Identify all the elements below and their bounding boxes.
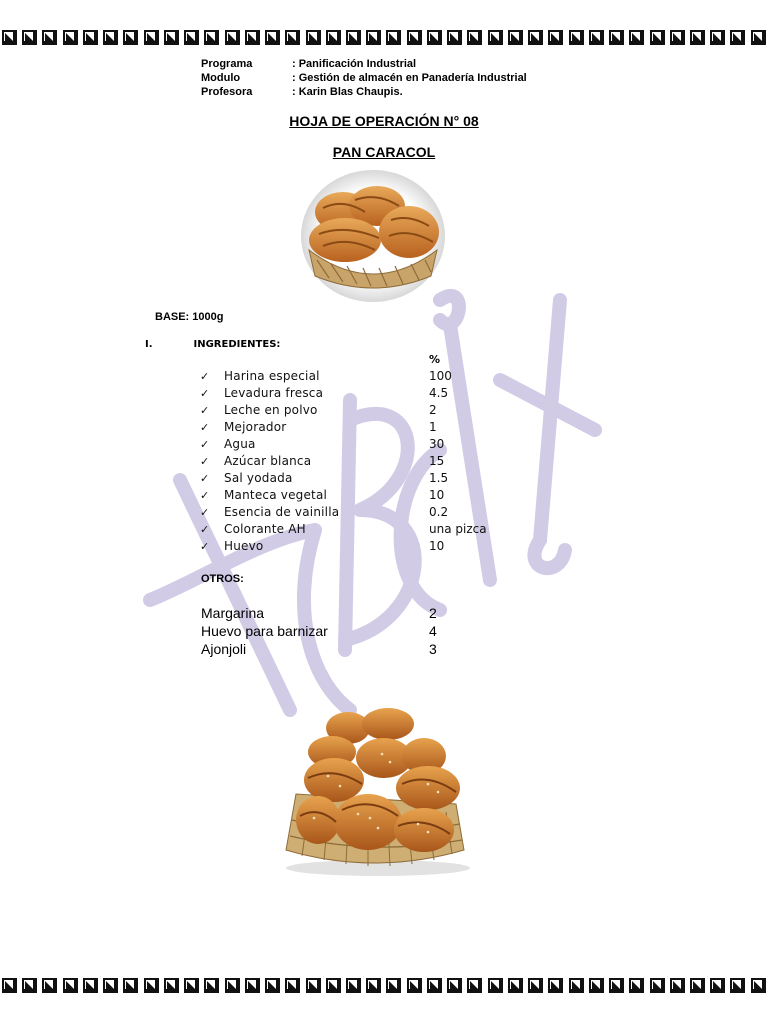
- header-row-modulo: [201, 71, 527, 85]
- corner-box-icon: [589, 978, 604, 993]
- corner-box-icon: [326, 30, 341, 45]
- corner-box-icon: [528, 978, 543, 993]
- corner-box-icon: [386, 30, 401, 45]
- corner-box-icon: [710, 978, 725, 993]
- ingredient-percent: 1.5: [429, 471, 449, 485]
- ingredient-name: Colorante AH: [224, 522, 306, 536]
- otros-value: 4: [429, 623, 437, 639]
- corner-box-icon: [589, 30, 604, 45]
- checkmark-icon: ✓: [200, 404, 210, 417]
- checkmark-icon: ✓: [200, 506, 210, 519]
- corner-box-icon: [184, 978, 199, 993]
- checkmark-icon: ✓: [200, 438, 210, 451]
- corner-box-icon: [548, 30, 563, 45]
- corner-box-icon: [751, 978, 766, 993]
- ingredient-row: [200, 419, 549, 436]
- checkmark-icon: ✓: [200, 455, 210, 468]
- ingredient-percent: 1: [429, 420, 437, 434]
- corner-box-icon: [629, 30, 644, 45]
- corner-box-icon: [508, 30, 523, 45]
- header-label: Modulo: [201, 72, 241, 84]
- otros-value: 3: [429, 641, 437, 657]
- ingredient-percent: 30: [429, 437, 445, 451]
- otros-row: [201, 622, 437, 640]
- corner-box-icon: [22, 978, 37, 993]
- corner-box-icon: [548, 978, 563, 993]
- corner-box-icon: [609, 30, 624, 45]
- checkmark-icon: ✓: [200, 387, 210, 400]
- corner-box-icon: [103, 978, 118, 993]
- ingredient-row: [200, 436, 549, 453]
- corner-box-icon: [245, 30, 260, 45]
- checkmark-icon: ✓: [200, 421, 210, 434]
- corner-box-icon: [204, 978, 219, 993]
- corner-box-icon: [83, 978, 98, 993]
- corner-box-icon: [650, 30, 665, 45]
- corner-box-icon: [184, 30, 199, 45]
- corner-box-icon: [690, 978, 705, 993]
- corner-box-icon: [366, 978, 381, 993]
- ingredient-name: Leche en polvo: [224, 403, 318, 417]
- corner-box-icon: [42, 978, 57, 993]
- corner-box-icon: [366, 30, 381, 45]
- corner-box-icon: [670, 30, 685, 45]
- header-row-programa: [201, 57, 527, 71]
- ingredient-row: [200, 487, 549, 504]
- ingredient-row: [200, 453, 549, 470]
- ingredient-percent: 2: [429, 403, 437, 417]
- ingredient-name: Levadura fresca: [224, 386, 324, 400]
- corner-box-icon: [751, 30, 766, 45]
- otros-list: [201, 604, 437, 658]
- ingredient-name: Sal yodada: [224, 471, 293, 485]
- section-number: I.: [145, 339, 153, 350]
- corner-box-icon: [427, 978, 442, 993]
- corner-box-icon: [42, 30, 57, 45]
- corner-box-icon: [730, 978, 745, 993]
- otros-name: Huevo para barnizar: [201, 623, 328, 639]
- corner-box-icon: [164, 978, 179, 993]
- document-title: HOJA DE OPERACIÓN N° 08: [289, 113, 479, 129]
- corner-box-icon: [225, 30, 240, 45]
- corner-box-icon: [690, 30, 705, 45]
- ingredient-name: Esencia de vainilla: [224, 505, 340, 519]
- section-label: INGREDIENTES:: [193, 339, 281, 350]
- header-value: : Karin Blas Chaupis.: [292, 86, 403, 98]
- corner-box-icon: [407, 30, 422, 45]
- percent-column-header: %: [429, 353, 441, 366]
- corner-box-icon: [488, 978, 503, 993]
- ingredient-list: [200, 368, 549, 555]
- corner-box-icon: [508, 978, 523, 993]
- header-row-profesora: [201, 85, 527, 99]
- section-heading-ingredientes: [145, 339, 280, 350]
- corner-box-icon: [467, 978, 482, 993]
- corner-box-icon: [2, 30, 17, 45]
- corner-box-icon: [569, 30, 584, 45]
- corner-box-icon: [164, 30, 179, 45]
- ingredient-percent: 100: [429, 369, 452, 383]
- corner-box-icon: [528, 30, 543, 45]
- ingredient-percent: 15: [429, 454, 445, 468]
- corner-box-icon: [123, 30, 138, 45]
- otros-row: [201, 640, 437, 658]
- corner-box-icon: [63, 30, 78, 45]
- ingredient-name: Agua: [224, 437, 256, 451]
- corner-box-icon: [103, 30, 118, 45]
- ingredient-row: [200, 385, 549, 402]
- corner-box-icon: [609, 978, 624, 993]
- recipe-title: PAN CARACOL: [332, 144, 436, 160]
- corner-box-icon: [427, 30, 442, 45]
- ingredient-row: [200, 470, 549, 487]
- header-label: Profesora: [201, 86, 253, 98]
- corner-box-icon: [204, 30, 219, 45]
- otros-name: Ajonjoli: [201, 641, 247, 657]
- corner-box-icon: [144, 30, 159, 45]
- bottom-border: [0, 978, 768, 994]
- otros-row: [201, 604, 437, 622]
- ingredient-row: [200, 504, 549, 521]
- ingredient-name: Azúcar blanca: [224, 454, 312, 468]
- ingredient-row: [200, 402, 549, 419]
- bread-basket-photo-large: [278, 700, 474, 880]
- ingredient-percent: 10: [429, 539, 445, 553]
- corner-box-icon: [2, 978, 17, 993]
- ingredient-row: [200, 521, 549, 538]
- corner-box-icon: [467, 30, 482, 45]
- corner-box-icon: [346, 30, 361, 45]
- corner-box-icon: [225, 978, 240, 993]
- header-label: Programa: [201, 58, 253, 70]
- ingredient-name: Manteca vegetal: [224, 488, 328, 502]
- corner-box-icon: [245, 978, 260, 993]
- corner-box-icon: [83, 30, 98, 45]
- corner-box-icon: [650, 978, 665, 993]
- corner-box-icon: [306, 978, 321, 993]
- ingredient-percent: 10: [429, 488, 445, 502]
- corner-box-icon: [326, 978, 341, 993]
- ingredient-name: Huevo: [224, 539, 264, 553]
- corner-box-icon: [447, 978, 462, 993]
- checkmark-icon: ✓: [200, 472, 210, 485]
- corner-box-icon: [285, 30, 300, 45]
- bread-basket-photo: [299, 168, 447, 308]
- ingredient-name: Harina especial: [224, 369, 320, 383]
- corner-box-icon: [407, 978, 422, 993]
- corner-box-icon: [265, 30, 280, 45]
- corner-box-icon: [63, 978, 78, 993]
- header-value: : Gestión de almacén en Panadería Industrial: [292, 72, 527, 84]
- corner-box-icon: [670, 978, 685, 993]
- corner-box-icon: [569, 978, 584, 993]
- corner-box-icon: [22, 30, 37, 45]
- ingredient-percent: una pizca: [429, 522, 487, 536]
- checkmark-icon: ✓: [200, 370, 210, 383]
- ingredient-percent: 4.5: [429, 386, 449, 400]
- header-value: : Panificación Industrial: [292, 58, 417, 70]
- checkmark-icon: ✓: [200, 489, 210, 502]
- corner-box-icon: [144, 978, 159, 993]
- ingredient-name: Mejorador: [224, 420, 287, 434]
- corner-box-icon: [730, 30, 745, 45]
- otros-value: 2: [429, 605, 437, 621]
- corner-box-icon: [306, 30, 321, 45]
- otros-heading: OTROS:: [201, 573, 244, 585]
- ingredient-row: [200, 538, 549, 555]
- corner-box-icon: [710, 30, 725, 45]
- corner-box-icon: [386, 978, 401, 993]
- corner-box-icon: [447, 30, 462, 45]
- checkmark-icon: ✓: [200, 540, 210, 553]
- corner-box-icon: [346, 978, 361, 993]
- corner-box-icon: [629, 978, 644, 993]
- ingredient-row: [200, 368, 549, 385]
- corner-box-icon: [285, 978, 300, 993]
- base-quantity: BASE: 1000g: [155, 311, 224, 323]
- top-border: [0, 30, 768, 46]
- corner-box-icon: [265, 978, 280, 993]
- ingredient-percent: 0.2: [429, 505, 449, 519]
- otros-name: Margarina: [201, 605, 265, 621]
- checkmark-icon: ✓: [200, 523, 210, 536]
- document-header: [201, 57, 527, 99]
- corner-box-icon: [123, 978, 138, 993]
- corner-box-icon: [488, 30, 503, 45]
